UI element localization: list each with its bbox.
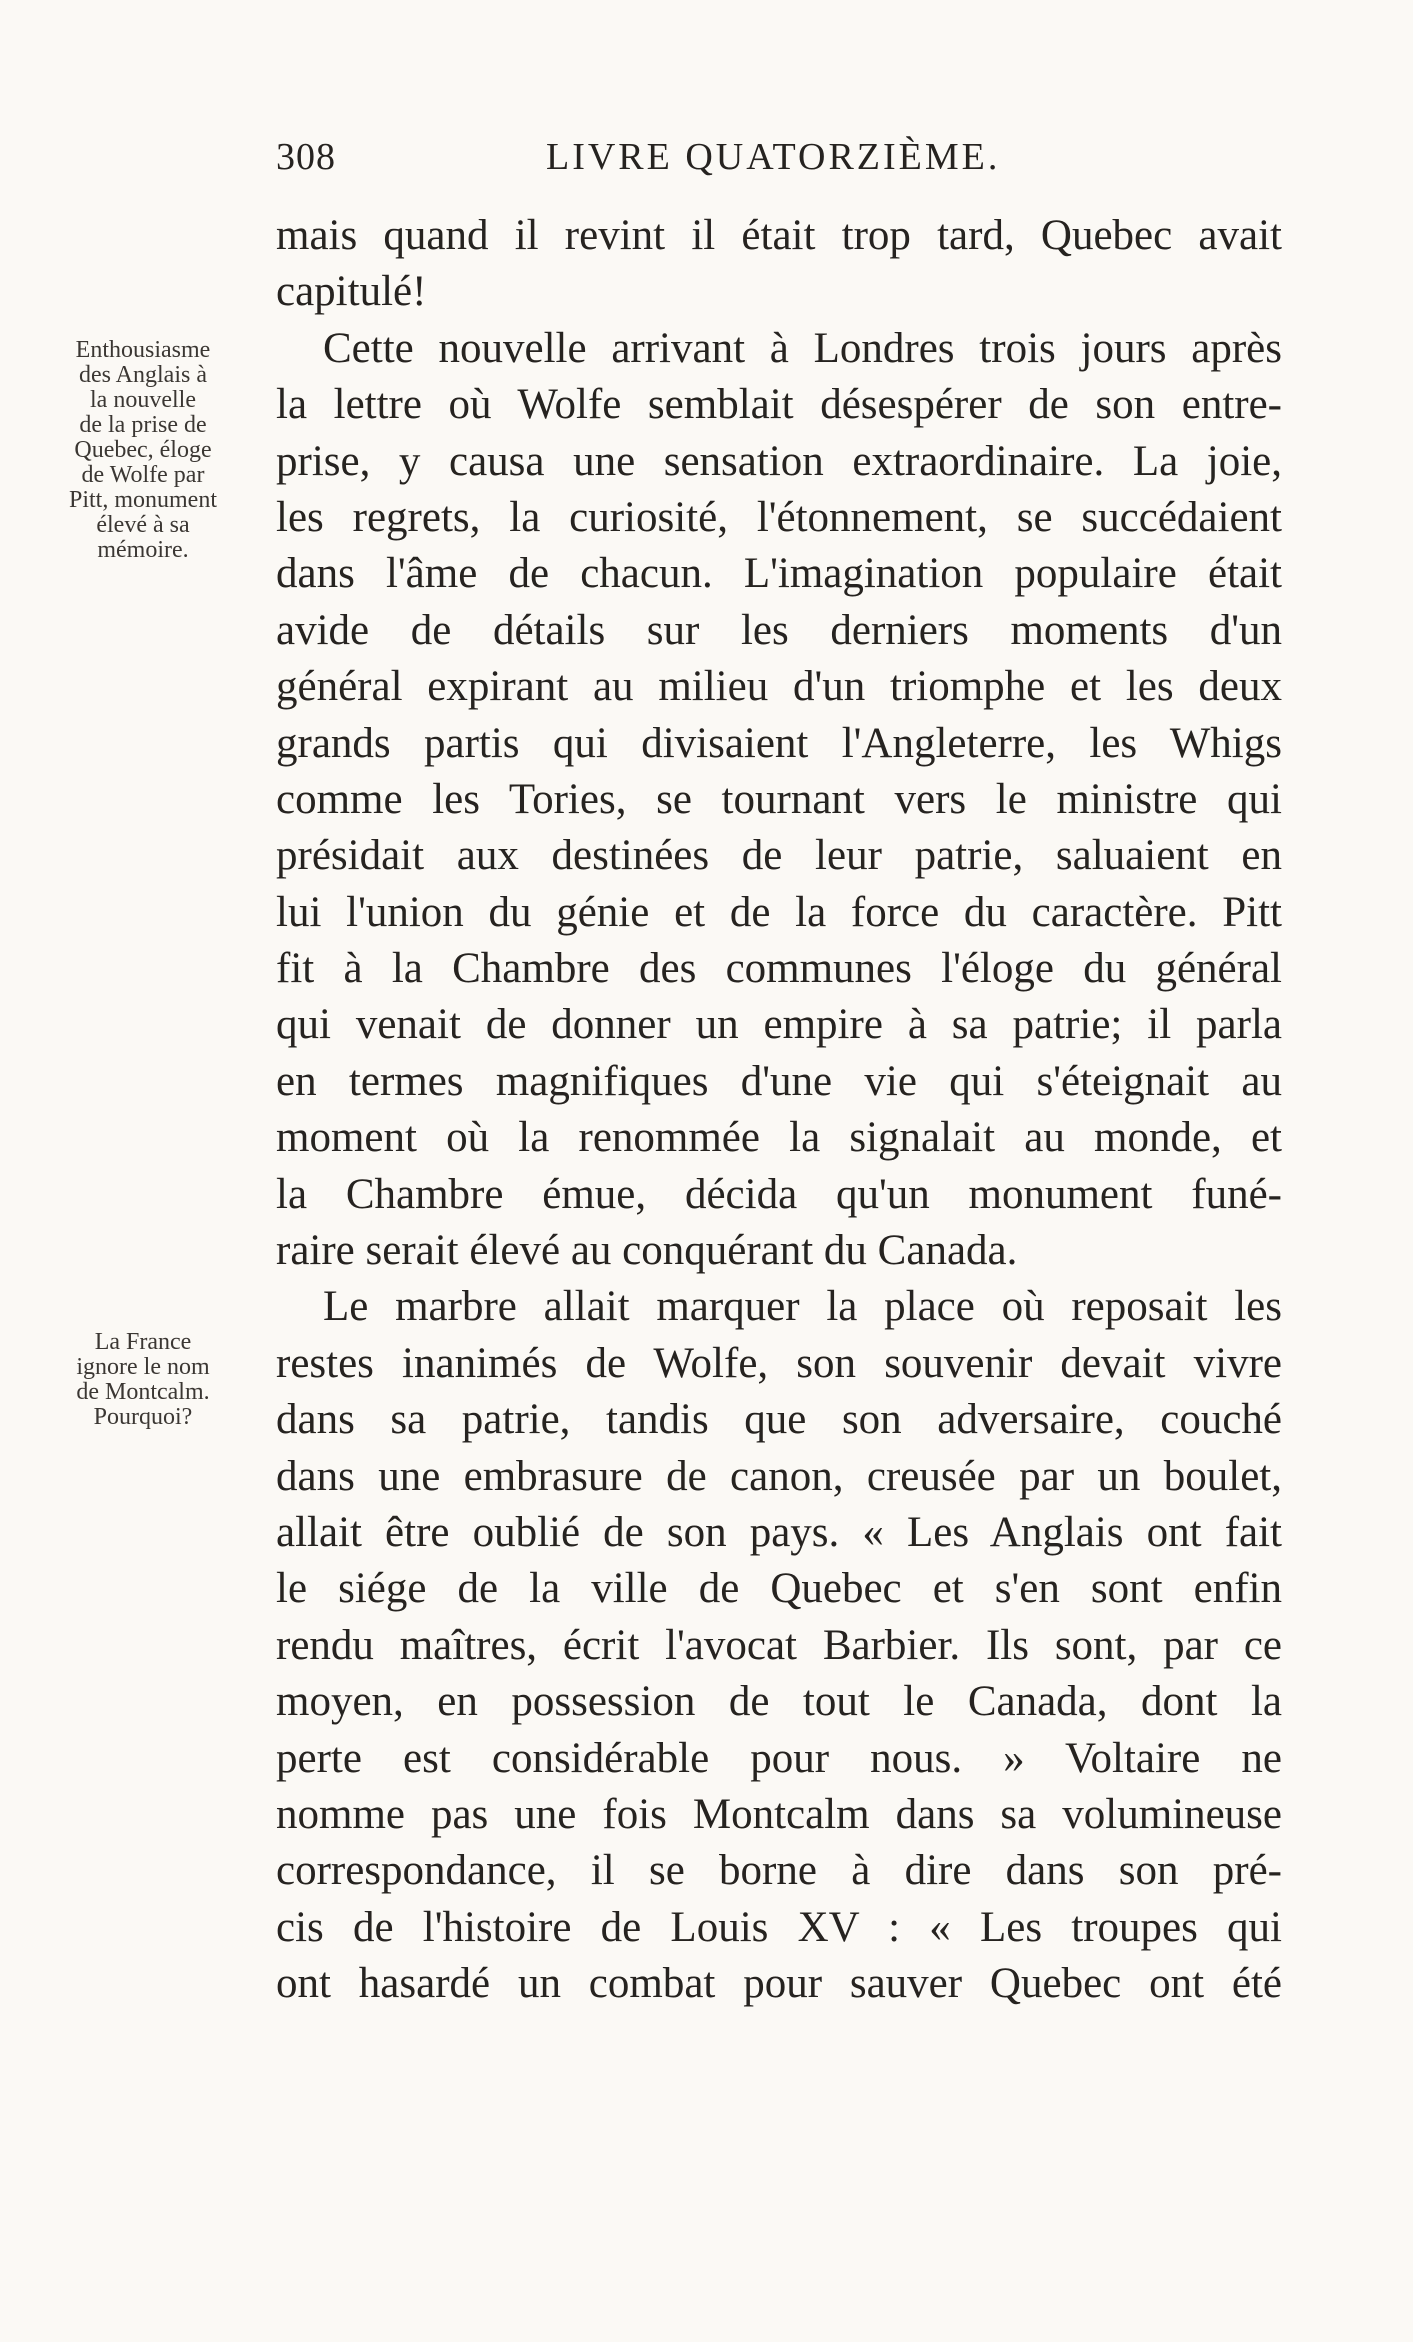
text-line: la Chambre émue, décida qu'un monument funé- (276, 1170, 1282, 1218)
page-number: 308 (276, 136, 336, 178)
text-line: restes inanimés de Wolfe, son souvenir devait vivre (276, 1339, 1282, 1387)
text-line: ont hasardé un combat pour sauver Quebec ont été (276, 1960, 1282, 2008)
page-header (276, 135, 1276, 185)
text-line: dans l'âme de chacun. L'imagination populaire était (276, 550, 1282, 598)
text-line: grands partis qui divisaient l'Angleterre, les Whigs (276, 719, 1282, 767)
text-line: nomme pas une fois Montcalm dans sa volumineuse (276, 1790, 1282, 1838)
text-line: lui l'union du génie et de la force du caractère. Pitt (276, 888, 1282, 936)
running-title: LIVRE QUATORZIÈME. (546, 136, 1001, 178)
text-line: les regrets, la curiosité, l'étonnement, se succédaient (276, 493, 1282, 541)
text-line: cis de l'histoire de Louis XV : « Les troupes qui (276, 1903, 1282, 1951)
margin-note-line: de Montcalm. (76, 1379, 210, 1405)
text-line: moment où la renommée la signalait au monde, et (276, 1114, 1282, 1162)
margin-note-line: élevé à sa (96, 512, 190, 538)
text-line: mais quand il revint il était trop tard, Quebec avait (276, 212, 1282, 259)
text-line: présidait aux destinées de leur patrie, saluaient en (276, 832, 1282, 880)
margin-note-line: La France (94, 1329, 192, 1355)
text-line: le siége de la ville de Quebec et s'en sont enfin (276, 1565, 1282, 1613)
text-line: rendu maîtres, écrit l'avocat Barbier. Ils sont, par ce (276, 1621, 1282, 1669)
margin-note-line: Quebec, éloge (74, 437, 212, 463)
text-line: raire serait élevé au conquérant du Canada. (276, 1227, 1018, 1275)
text-line: comme les Tories, se tournant vers le ministre qui (276, 775, 1282, 823)
margin-note-line: Pourquoi? (93, 1404, 193, 1430)
text-line: qui venait de donner un empire à sa patrie; il parla (276, 1001, 1282, 1049)
text-line: prise, y causa une sensation extraordinaire. La joie, (276, 437, 1282, 485)
margin-note-line: ignore le nom (76, 1354, 210, 1380)
margin-note-montcalm (30, 1330, 256, 1430)
text-line: perte est considérable pour nous. » Voltaire ne (276, 1734, 1282, 1782)
text-line: général expirant au milieu d'un triomphe et les deux (276, 663, 1282, 711)
margin-note-line: des Anglais à (79, 362, 207, 388)
text-line: capitulé! (276, 268, 427, 316)
text-line: Le marbre allait marquer la place où reposait les (323, 1283, 1282, 1331)
margin-note-line: Pitt, monument (68, 487, 217, 513)
margin-note-line: Enthousiasme (75, 337, 211, 363)
margin-note-line: mémoire. (97, 537, 189, 563)
margin-note-line: de la prise de (79, 412, 207, 438)
text-line: dans une embrasure de canon, creusée par un boulet, (276, 1452, 1282, 1500)
text-line: avide de détails sur les derniers moments d'un (276, 606, 1282, 654)
text-line: en termes magnifiques d'une vie qui s'éteignait au (276, 1057, 1282, 1105)
text-line: dans sa patrie, tandis que son adversaire, couché (276, 1396, 1282, 1444)
body-text (276, 208, 1282, 2013)
text-line: correspondance, il se borne à dire dans son pré- (276, 1847, 1282, 1895)
margin-note-line: de Wolfe par (81, 462, 205, 488)
margin-note-enthusiasm (30, 338, 256, 563)
margin-note-line: la nouvelle (90, 387, 196, 413)
text-line: la lettre où Wolfe semblait désespérer de son entre- (276, 381, 1282, 429)
text-line: Cette nouvelle arrivant à Londres trois jours après (323, 324, 1282, 372)
text-line: allait être oublié de son pays. « Les Anglais ont fait (276, 1508, 1282, 1556)
text-line: fit à la Chambre des communes l'éloge du général (276, 945, 1282, 993)
text-line: moyen, en possession de tout le Canada, dont la (276, 1678, 1282, 1726)
